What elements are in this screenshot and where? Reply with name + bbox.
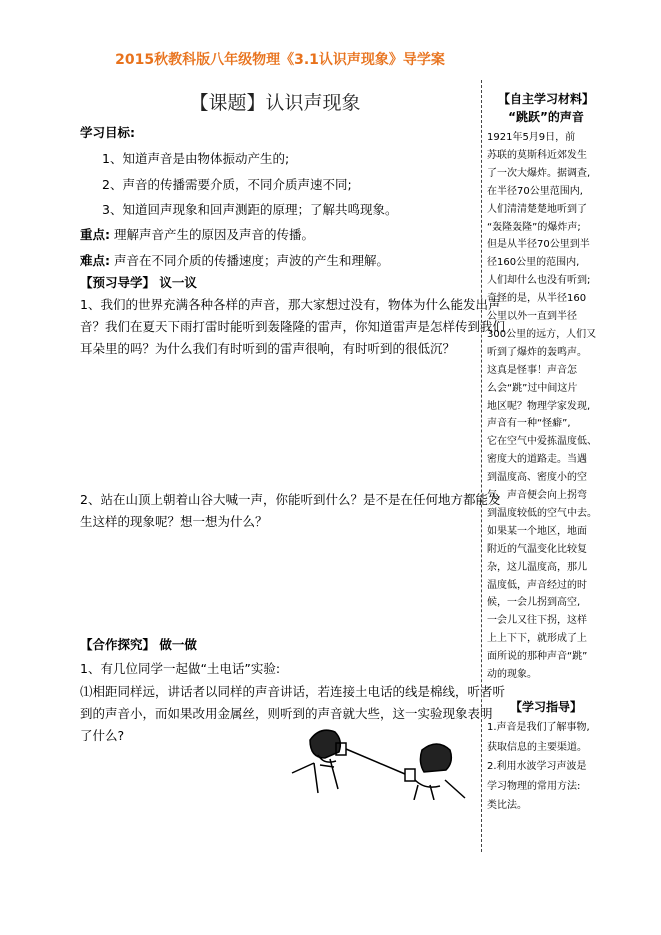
question-line: 音？我们在夏天下雨打雷时能听到轰隆隆的雷声，你知道雷声是怎样传到我们	[80, 319, 506, 334]
sidebar-line: 2.利用水波学习声波是	[487, 761, 587, 772]
explore-line: ⑴相距同样远，讲话者以同样的声音讲话，若连接土电话的线是棉线，听者听	[80, 684, 506, 699]
difficult-label: 难点:	[80, 253, 110, 268]
sidebar-line: 人们清清楚楚地听到了	[487, 203, 587, 215]
preview-sub: 议一议	[159, 275, 197, 290]
difficult-text: 声音在不同介质的传播速度；声波的产生和理解。	[113, 253, 389, 268]
sidebar-line: 附近的气温变化比较复	[487, 543, 587, 555]
key-text: 理解声音产生的原因及声音的传播。	[113, 227, 314, 242]
sidebar-line: 学习物理的常用方法:	[487, 780, 581, 792]
sidebar-line: 气，声音便会向上拐弯	[487, 490, 587, 501]
sidebar-line: 到温度高、密度小的空	[487, 472, 587, 484]
sidebar-line: 类比法。	[487, 800, 527, 811]
sidebar-line: 密度大的道路走。当遇	[487, 454, 587, 466]
question-line: 耳朵里的吗？为什么我们有时听到的雷声很响，有时听到的很低沉？	[80, 341, 456, 356]
question-line: 生这样的现象呢？想一想为什么？	[80, 514, 268, 529]
explore-line: 了什么?	[80, 728, 125, 743]
column-divider	[481, 80, 482, 852]
sidebar-line: 1921年5月9日，前	[487, 132, 576, 143]
sidebar-line: 1.声音是我们了解事物,	[487, 722, 590, 733]
sidebar-line: “轰隆轰隆”的爆炸声;	[487, 221, 581, 233]
sidebar-line: 300公里的远方，人们又	[487, 328, 597, 340]
guide-heading: 【学习指导】	[509, 700, 582, 714]
sidebar-line: 径160公里的范围内,	[487, 257, 580, 269]
sidebar-line: 么会“跳”过中间这片	[487, 382, 578, 394]
sidebar-line: 奇怪的是，从半径160	[487, 293, 587, 305]
explore-line: 到的声音小，而如果改用金属丝，则听到的声音就大些，这一实验现象表明	[80, 706, 493, 721]
tin-can-telephone-illustration	[290, 725, 470, 800]
explore-heading	[80, 635, 197, 653]
preview-label: 【预习导学】	[80, 275, 156, 290]
sidebar-line: 但是从半径70公里到半	[487, 239, 590, 251]
sidebar-line: 在半径70公里范围内,	[487, 185, 583, 197]
sidebar-line: 听到了爆炸的轰鸣声。	[487, 346, 587, 358]
sidebar-line: 上上下下，就形成了上	[487, 633, 587, 645]
sidebar-line: 声音有一种“怪癖”,	[487, 418, 571, 430]
sidebar-line: 地区呢？物理学家发现,	[487, 400, 591, 412]
goal-item: 2、声音的传播需要介质，不同介质声速不同;	[102, 177, 352, 192]
difficult-point	[80, 251, 389, 269]
sidebar-line: 动的现象。	[487, 669, 537, 680]
question-line: 1、我们的世界充满各种各样的声音，那大家想过没有，物体为什么能发出声	[80, 297, 501, 312]
sidebar-line: 到温度较低的空气中去。	[487, 507, 597, 519]
goal-item: 1、知道声音是由物体振动产生的;	[102, 151, 290, 166]
sidebar-line: 温度低，声音经过的时	[487, 579, 587, 591]
sidebar-line: 人们却什么也没有听到;	[487, 275, 591, 287]
document-title: 2015秋教科版八年级物理《3.1认识声现象》导学案	[115, 52, 445, 68]
sidebar-line: 面所说的那种声音“跳”	[487, 651, 588, 663]
sidebar-line: 这真是怪事！声音怎	[487, 364, 577, 376]
sidebar-line: 苏联的莫斯科近郊发生	[487, 149, 587, 161]
goals-heading: 学习目标:	[80, 125, 135, 140]
sidebar-line: 公里以外一直到半径	[487, 311, 577, 322]
sidebar-line: 它在空气中爱拣温度低、	[487, 436, 597, 448]
explore-sub: 做一做	[159, 637, 197, 652]
sidebar-heading: 【自主学习材料】	[497, 92, 594, 106]
key-point	[80, 225, 314, 243]
article-title: “跳跃”的声音	[508, 110, 584, 124]
explore-line: 1、有几位同学一起做“土电话”实验:	[80, 661, 281, 676]
sidebar-line: 一会儿又往下拐，这样	[487, 615, 587, 627]
sidebar-line: 如果某一个地区，地面	[487, 525, 587, 537]
key-label: 重点:	[80, 227, 110, 242]
question-line: 2、站在山顶上朝着山谷大喊一声，你能听到什么？是不是在任何地方都能发	[80, 492, 501, 507]
preview-heading	[80, 273, 197, 291]
sidebar-line: 获取信息的主要渠道。	[487, 741, 587, 753]
explore-label: 【合作探究】	[80, 637, 156, 652]
lesson-title: 【课题】认识声现象	[189, 92, 361, 114]
goal-item: 3、知道回声现象和回声测距的原理；了解共鸣现象。	[102, 202, 398, 217]
sidebar-line: 了一次大爆炸。据调查,	[487, 167, 591, 179]
sidebar-line: 杂，这儿温度高，那儿	[487, 561, 587, 573]
sidebar-line: 候，一会儿拐到高空,	[487, 597, 581, 609]
